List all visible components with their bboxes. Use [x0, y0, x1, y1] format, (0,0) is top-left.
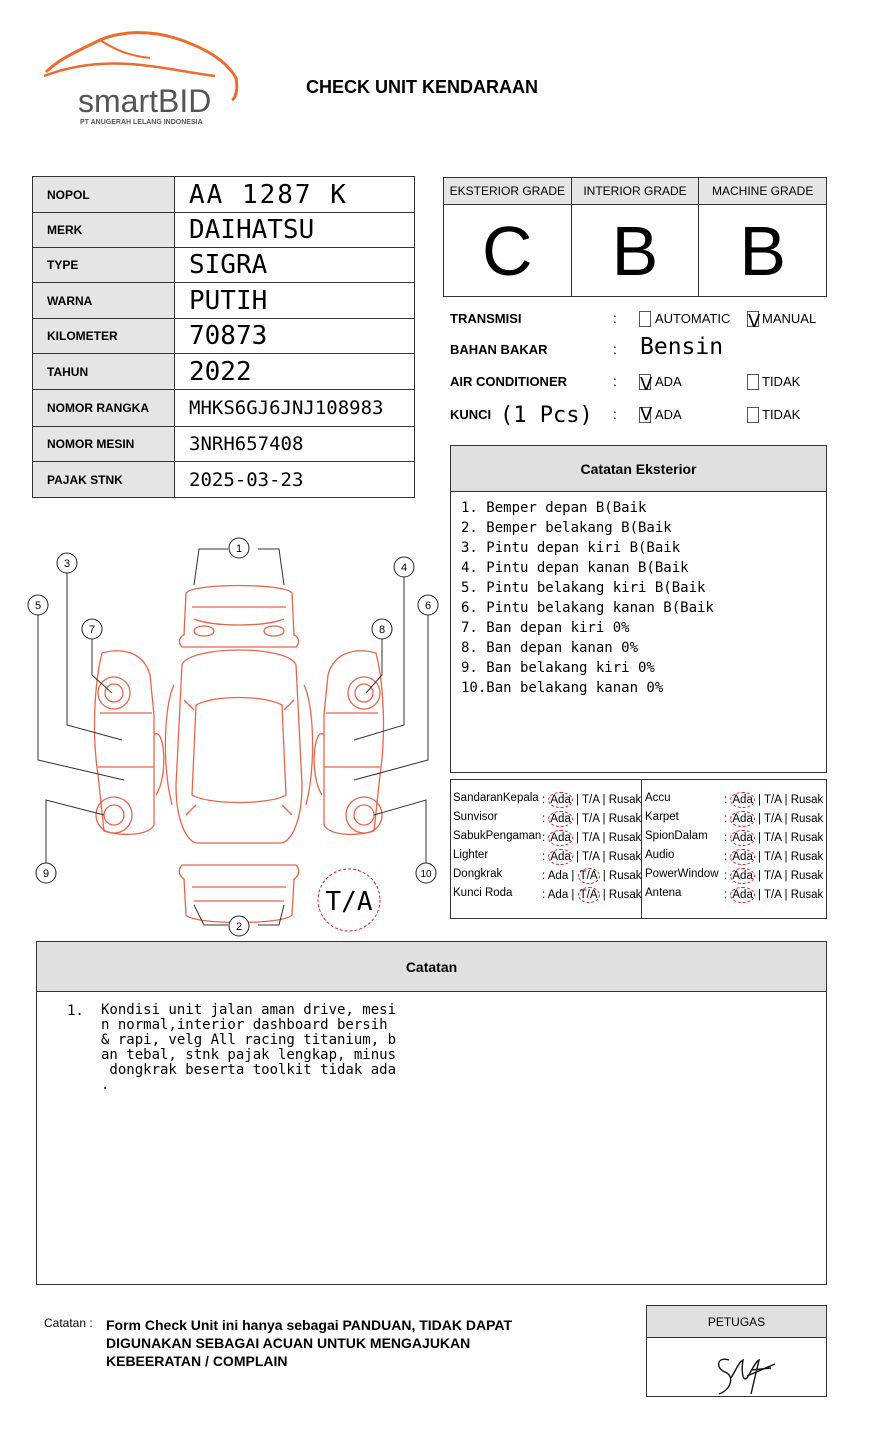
value-nomor-rangka: MHKS6GJ6JNJ108983 [175, 390, 415, 427]
label-kilometer: KILOMETER [33, 319, 175, 354]
brand-subtitle: PT ANUGERAH LELANG INDONESIA [80, 119, 203, 126]
accessories-box [450, 779, 827, 919]
kunci-ada-option: ADA [655, 407, 682, 422]
status-option-ada[interactable]: Ada [732, 813, 753, 825]
footer-disclaimer: Form Check Unit ini hanya sebagai PANDUAN, TIDAK DAPAT DIGUNAKAN SEBAGAI ACUAN UNTUK MENGAJUKAN KEBEERATAN / COMPLAIN [106, 1317, 513, 1369]
status-option-ada[interactable]: Ada [732, 870, 753, 882]
value-pajak-stnk: 2025-03-23 [175, 462, 415, 498]
accessory-name: PowerWindow [645, 868, 719, 880]
exterior-note-item: 9. Ban belakang kiri 0% [461, 660, 655, 676]
status-option-ta[interactable]: T/A [582, 851, 600, 863]
status-option-ada[interactable]: Ada [732, 794, 753, 806]
damage-marker-3 [57, 553, 77, 573]
accessory-status-options: : Ada | T/A | Rusak [542, 851, 642, 863]
damage-marker-label: 8 [378, 624, 386, 636]
machine-grade-label: MACHINE GRADE [699, 178, 826, 205]
status-option-rusak[interactable]: Rusak [790, 794, 824, 806]
notes-box [36, 941, 827, 1285]
exterior-notes-title: Catatan Eksterior [451, 446, 826, 492]
document-title: CHECK UNIT KENDARAAN [306, 77, 538, 97]
label-merk: MERK [33, 213, 175, 248]
status-option-rusak[interactable]: Rusak [790, 851, 824, 863]
status-option-rusak[interactable]: Rusak [608, 794, 642, 806]
accessory-status-options: : Ada | T/A | Rusak [542, 794, 642, 806]
exterior-grade [444, 178, 572, 296]
ac-ada-check-mark: V [640, 374, 653, 395]
status-option-ada[interactable]: Ada [732, 832, 753, 844]
petugas-label: PETUGAS [647, 1306, 826, 1338]
value-nopol: AA 1287 K [175, 177, 415, 213]
status-option-ada[interactable]: Ada [547, 870, 569, 882]
status-option-ada[interactable]: Ada [550, 813, 571, 825]
status-option-ta[interactable]: T/A [764, 851, 782, 863]
status-option-rusak[interactable]: Rusak [608, 889, 642, 901]
accessory-name: Accu [645, 792, 671, 804]
status-option-ta[interactable]: T/A [764, 832, 782, 844]
unit-info-table [32, 176, 415, 498]
status-option-rusak[interactable]: Rusak [608, 870, 642, 882]
damage-marker-4 [394, 557, 414, 577]
smartbid-logo [40, 28, 245, 133]
status-option-ta[interactable]: T/A [579, 870, 598, 882]
ac-tidak-option: TIDAK [762, 374, 801, 389]
car-damage-diagram [24, 535, 444, 940]
bahan-bakar-label: BAHAN BAKAR [450, 342, 548, 357]
brand-name: smartBID [78, 83, 212, 119]
damage-marker-label: 3 [63, 558, 71, 570]
accessory-name: Kunci Roda [453, 887, 513, 899]
status-option-ada[interactable]: Ada [732, 851, 753, 863]
accessory-status-options: : Ada | T/A | Rusak [542, 832, 642, 844]
status-option-ada[interactable]: Ada [550, 794, 571, 806]
leader-lines [38, 549, 428, 925]
damage-marker-7 [82, 619, 102, 639]
exterior-notes-box [450, 445, 827, 773]
damage-marker-label: 1 [235, 543, 243, 555]
bahan-bakar-value: Bensin [640, 334, 724, 360]
ta-stamp: T/A [325, 887, 373, 917]
exterior-grade-label: EKSTERIOR GRADE [444, 178, 571, 205]
damage-marker-label: 6 [424, 600, 432, 612]
value-tahun: 2022 [175, 354, 415, 390]
value-warna: PUTIH [175, 283, 415, 319]
kunci-tidak-option: TIDAK [762, 407, 801, 422]
interior-grade-label: INTERIOR GRADE [572, 178, 699, 205]
label-warna: WARNA [33, 283, 175, 319]
damage-marker-1 [229, 538, 249, 558]
label-type: TYPE [33, 248, 175, 283]
machine-grade [699, 178, 826, 296]
manual-check-mark: V [748, 311, 761, 332]
accessory-name: SpionDalam [645, 830, 708, 842]
transmisi-label: TRANSMISI [450, 311, 522, 326]
damage-marker-5 [28, 595, 48, 615]
damage-marker-label: 5 [34, 600, 42, 612]
accessory-status-options: : Ada | T/A | Rusak [724, 813, 824, 825]
accessory-name: Antena [645, 887, 682, 899]
automatic-checkbox[interactable] [639, 311, 651, 327]
status-option-ada[interactable]: Ada [550, 851, 571, 863]
accessory-status-options: : Ada | T/A | Rusak [542, 889, 642, 901]
exterior-note-item: 6. Pintu belakang kanan B(Baik [461, 600, 714, 616]
status-option-rusak[interactable]: Rusak [608, 851, 642, 863]
notes-title: Catatan [37, 942, 826, 992]
ac-label: AIR CONDITIONER [450, 374, 567, 389]
kunci-count: (1 Pcs) [500, 403, 593, 428]
value-merk: DAIHATSU [175, 213, 415, 248]
status-option-rusak[interactable]: Rusak [790, 870, 824, 882]
ac-ada-option: ADA [655, 374, 682, 389]
label-tahun: TAHUN [33, 354, 175, 390]
damage-marker-label: 4 [400, 562, 408, 574]
label-pajak-stnk: PAJAK STNK [33, 462, 175, 498]
exterior-grade-value: C [482, 211, 533, 290]
exterior-note-item: 4. Pintu depan kanan B(Baik [461, 560, 689, 576]
kunci-tidak-checkbox[interactable] [747, 407, 759, 423]
label-nopol: NOPOL [33, 177, 175, 213]
accessory-name: Karpet [645, 811, 679, 823]
damage-marker-2 [229, 916, 249, 936]
interior-grade [572, 178, 700, 296]
ac-tidak-checkbox[interactable] [747, 374, 759, 390]
damage-marker-label: 9 [42, 868, 50, 880]
transmisi-colon: : [613, 310, 617, 326]
status-option-rusak[interactable]: Rusak [790, 889, 824, 901]
damage-marker-6 [418, 595, 438, 615]
value-kilometer: 70873 [175, 319, 415, 354]
status-option-ada[interactable]: Ada [547, 889, 569, 901]
value-nomor-mesin: 3NRH657408 [175, 427, 415, 462]
bahan-bakar-colon: : [613, 341, 617, 357]
accessory-status-options: : Ada | T/A | Rusak [724, 794, 824, 806]
exterior-notes-list [451, 492, 826, 698]
damage-marker-10 [416, 863, 436, 883]
accessory-name: Audio [645, 849, 675, 861]
accessory-status-options: : Ada | T/A | Rusak [724, 832, 824, 844]
status-option-ta[interactable]: T/A [764, 813, 782, 825]
value-type: SIGRA [175, 248, 415, 283]
kunci-ada-check-mark: V [640, 404, 653, 425]
accessory-name: SandaranKepala [453, 792, 539, 804]
exterior-note-item: 1. Bemper depan B(Baik [461, 500, 647, 516]
status-option-ta[interactable]: T/A [764, 889, 782, 901]
damage-marker-label: 10 [420, 869, 432, 880]
footer-label: Catatan : [44, 1316, 93, 1330]
status-option-ta[interactable]: T/A [582, 832, 600, 844]
status-option-rusak[interactable]: Rusak [790, 813, 824, 825]
label-nomor-mesin: NOMOR MESIN [33, 427, 175, 462]
accessory-status-options: : Ada | T/A | Rusak [724, 870, 824, 882]
accessory-status-options: : Ada | T/A | Rusak [724, 889, 824, 901]
manual-option: MANUAL [762, 311, 817, 326]
petugas-box [646, 1305, 827, 1397]
exterior-note-item: 10.Ban belakang kanan 0% [461, 680, 664, 696]
accessory-name: Dongkrak [453, 868, 503, 880]
status-option-rusak[interactable]: Rusak [608, 832, 642, 844]
grades-box [443, 177, 827, 297]
status-option-ada[interactable]: Ada [732, 889, 753, 901]
machine-grade-value: B [739, 211, 787, 290]
status-option-ta[interactable]: T/A [579, 889, 598, 901]
exterior-note-item: 7. Ban depan kiri 0% [461, 620, 630, 636]
status-option-rusak[interactable]: Rusak [790, 832, 824, 844]
damage-marker-label: 7 [88, 624, 96, 636]
notes-number: 1. [67, 1003, 84, 1019]
kunci-label: KUNCI [450, 407, 492, 422]
damage-marker-8 [372, 619, 392, 639]
status-option-ta[interactable]: T/A [764, 794, 782, 806]
notes-text: Kondisi unit jalan aman drive, mesi n normal,interior dashboard bersih & rapi, velg All racing titanium, b an tebal, stnk pajak lengkap, minus dongkrak beserta toolkit tidak ada . [101, 1002, 397, 1093]
damage-marker-label: 2 [235, 921, 243, 933]
car-outline [95, 586, 384, 923]
automatic-option: AUTOMATIC [655, 311, 731, 326]
kunci-colon: : [613, 406, 617, 422]
ac-colon: : [613, 373, 617, 389]
exterior-note-item: 5. Pintu belakang kiri B(Baik [461, 580, 706, 596]
status-option-ada[interactable]: Ada [550, 832, 571, 844]
accessory-name: Sunvisor [453, 811, 498, 823]
exterior-note-item: 2. Bemper belakang B(Baik [461, 520, 672, 536]
petugas-signature [647, 1338, 826, 1397]
interior-grade-value: B [611, 211, 659, 290]
status-option-ta[interactable]: T/A [582, 813, 600, 825]
exterior-note-item: 3. Pintu depan kiri B(Baik [461, 540, 681, 556]
status-option-rusak[interactable]: Rusak [608, 813, 642, 825]
accessory-status-options: : Ada | T/A | Rusak [724, 851, 824, 863]
accessory-name: Lighter [453, 849, 489, 861]
damage-marker-9 [36, 863, 56, 883]
status-option-ta[interactable]: T/A [582, 794, 600, 806]
accessory-name: SabukPengaman [453, 830, 542, 842]
exterior-note-item: 8. Ban depan kanan 0% [461, 640, 639, 656]
status-option-ta[interactable]: T/A [764, 870, 782, 882]
accessory-status-options: : Ada | T/A | Rusak [542, 813, 642, 825]
accessory-status-options: : Ada | T/A | Rusak [542, 870, 642, 882]
label-nomor-rangka: NOMOR RANGKA [33, 390, 175, 427]
